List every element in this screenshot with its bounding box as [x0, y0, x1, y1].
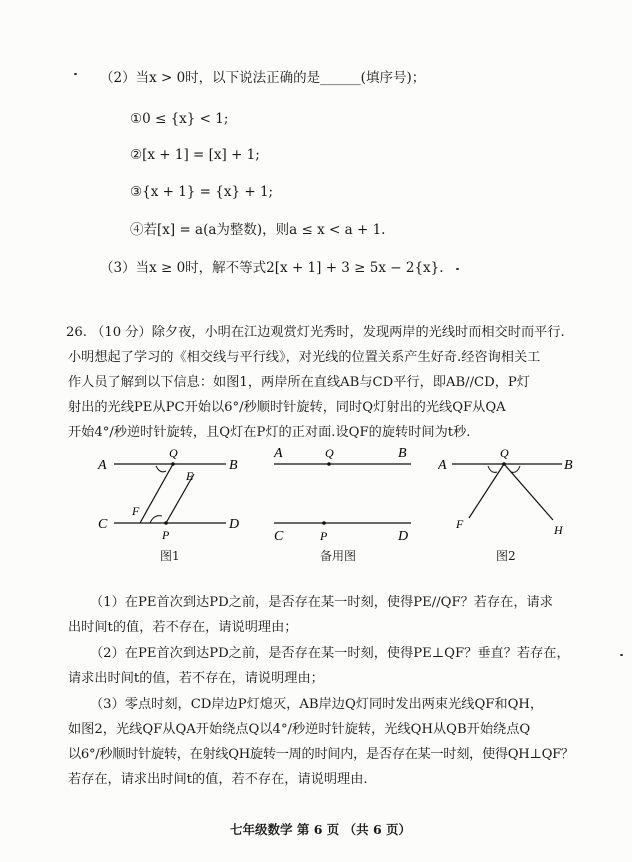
label-D: D [398, 529, 409, 544]
q26-intro-line: 作人员了解到以下信息：如图1，两岸所在直线AB与CD平行，即AB//CD，P灯 [68, 375, 530, 390]
q26-sub2-line: （2）在PE首次到达PD之前，是否存在某一时刻，使得PE⊥QF？垂直？若存在， [90, 646, 570, 661]
label-Q: Q [500, 446, 509, 460]
q26-sub1-line: （1）在PE首次到达PD之前，是否存在某一时刻，使得PE//QF？若存在，请求 [90, 595, 553, 610]
q26-sub3-line: 如图2，光线QF从QA开始绕点Q以4°/秒逆时针旋转，光线QH从QB开始绕点Q [68, 722, 531, 737]
label-C: C [274, 529, 284, 544]
label-H: H [554, 523, 563, 537]
label-Q: Q [169, 446, 178, 460]
q26-sub2 [68, 641, 628, 691]
q26-intro-line: 开始4°/秒逆时针旋转，且Q灯在P灯的正对面.设QF的旋转时间为t秒. [68, 425, 471, 440]
figure-backup [266, 444, 416, 544]
q26-sub2-line: 请求出时间t的值，若不存在，请说明理由； [68, 671, 324, 686]
q26-sub1-line: 出时间t的值，若不存在，请说明理由； [68, 620, 298, 635]
label-C: C [98, 517, 108, 532]
label-A: A [274, 446, 283, 461]
label-A: A [98, 458, 107, 473]
figure-backup-caption: 备用图 [320, 549, 357, 563]
label-F: F [456, 517, 464, 531]
figure-2 [438, 444, 598, 544]
q25-option-4: ④若[x] = a(a为整数)，则a ≤ x < a + 1. [130, 222, 386, 238]
q25-option-3: ③{x + 1} = {x} + 1; [130, 184, 274, 200]
label-B: B [398, 446, 407, 461]
q26-intro-line: 26. （10 分）除夕夜，小明在江边观赏灯光秀时，发现两岸的光线时而相交时而平行. [66, 325, 565, 340]
q25-option-1: ①0 ≤ {x} < 1; [130, 111, 229, 127]
label-P: P [162, 528, 170, 542]
figure-2-caption: 图2 [496, 549, 516, 563]
q26-intro-line: 小明想起了学习的《相交线与平行线》，对光线的位置关系产生好奇.经咨询相关工 [68, 350, 541, 365]
page-footer: 七年级数学 第 6 页 （共 6 页） [230, 822, 412, 837]
q26-intro-line: 射出的光线PE从PC开始以6°/秒顺时针旋转，同时Q灯射出的光线QF从QA [68, 400, 506, 415]
label-Q: Q [325, 446, 334, 460]
label-P: P [320, 529, 328, 543]
label-A: A [438, 458, 447, 473]
figure-1 [90, 444, 260, 544]
q26-intro [66, 320, 626, 445]
label-B: B [229, 458, 238, 473]
q25-option-2: ②[x + 1] = [x] + 1; [130, 147, 260, 163]
q25-part2-prompt: （2）当x > 0时，以下说法正确的是______(填序号)； [100, 70, 426, 86]
label-E: E [186, 469, 194, 483]
label-D: D [229, 517, 240, 532]
label-F: F [132, 504, 140, 518]
q26-sub1 [68, 590, 628, 640]
q25-part3: （3）当x ≥ 0时，解不等式2[x + 1] + 3 ≥ 5x − 2{x}. [100, 260, 444, 276]
label-B: B [564, 458, 573, 473]
q26-sub3 [68, 692, 630, 792]
q26-sub3-line: （3）零点时刻，CD岸边P灯熄灭，AB岸边Q灯同时发出两束光线QF和QH， [90, 697, 544, 712]
q26-sub3-line: 若存在，请求出时间t的值，若不存在，请说明理由. [68, 772, 368, 787]
figure-1-caption: 图1 [160, 549, 180, 563]
q26-sub3-line: 以6°/秒顺时针旋转，在射线QH旋转一周的时间内，是否存在某一时刻，使得QH⊥QF？ [68, 747, 574, 762]
